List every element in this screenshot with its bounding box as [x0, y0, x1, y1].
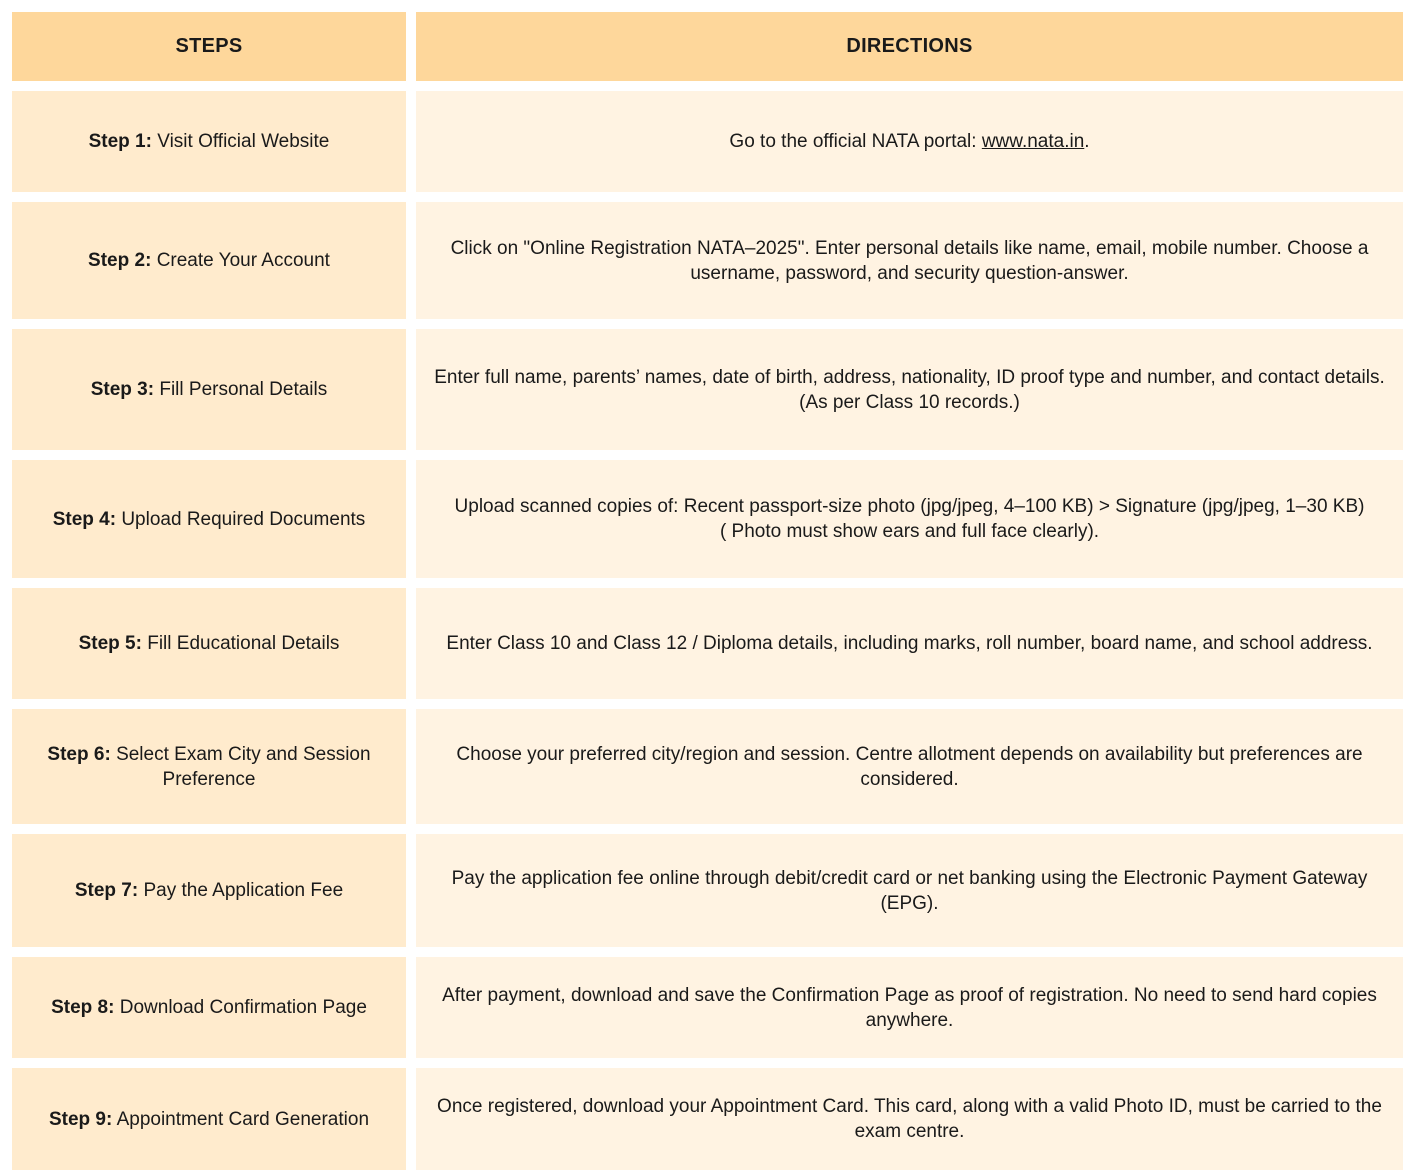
- step-title: Download Confirmation Page: [119, 997, 367, 1018]
- step-number: Step 7:: [74, 880, 139, 901]
- step-number: Step 3:: [90, 379, 155, 400]
- steps-table: [12, 12, 1403, 1170]
- step-title: Visit Official Website: [157, 131, 330, 152]
- step-number: Step 1:: [88, 131, 152, 152]
- direction-text: Choose your preferred city/region and session. Centre allotment depends on availability but preferences are considered.: [456, 743, 1363, 790]
- step-title: Select Exam City and Session Preference: [116, 743, 371, 790]
- direction-cell: [416, 588, 1403, 699]
- direction-text: Once registered, download your Appointment Card. This card, along with a valid Photo ID, must be carried to the exam centre.: [437, 1096, 1382, 1142]
- step-cell: [12, 1068, 406, 1170]
- step-title: Fill Personal Details: [159, 379, 328, 400]
- step-title: Upload Required Documents: [121, 508, 366, 530]
- direction-text: After payment, download and save the Confirmation Page as proof of registration. No need to send hard copies anywhere.: [442, 984, 1377, 1031]
- direction-cell: [416, 834, 1403, 947]
- header-directions: DIRECTIONS: [416, 12, 1403, 81]
- step-cell: [12, 202, 406, 319]
- step-number: Step 2:: [88, 250, 152, 271]
- direction-text: Go to the official NATA portal:: [729, 131, 982, 152]
- step-number: Step 5:: [78, 633, 142, 654]
- step-number: Step 9:: [48, 1108, 113, 1130]
- direction-cell: [416, 709, 1403, 824]
- step-number: Step 4:: [52, 508, 117, 530]
- step-number: Step 6:: [47, 743, 111, 765]
- step-title: Create Your Account: [156, 250, 330, 271]
- step-cell: [12, 329, 406, 450]
- direction-text: Upload scanned copies of: Recent passport-size photo (jpg/jpeg, 4–100 KB) > Signature (jpg/jpeg, 1–30 KB) ( Photo must show ears and full face clearly).: [454, 496, 1365, 542]
- step-title: Fill Educational Details: [147, 633, 340, 654]
- nata-website-link[interactable]: www.nata.in: [981, 131, 1085, 152]
- step-cell: [12, 588, 406, 699]
- direction-cell: [416, 1068, 1403, 1170]
- step-title: Appointment Card Generation: [116, 1108, 370, 1130]
- step-number: Step 8:: [51, 997, 115, 1018]
- direction-cell: [416, 202, 1403, 319]
- direction-cell: [416, 460, 1403, 578]
- direction-text: Pay the application fee online through debit/credit card or net banking using the Electronic Payment Gateway (EPG).: [451, 867, 1368, 914]
- step-cell: [12, 460, 406, 578]
- direction-cell: [416, 329, 1403, 450]
- direction-text-end: .: [1084, 131, 1090, 152]
- step-cell: [12, 91, 406, 192]
- step-cell: [12, 957, 406, 1058]
- direction-cell: [416, 957, 1403, 1058]
- direction-cell: [416, 91, 1403, 192]
- direction-text: Enter Class 10 and Class 12 / Diploma details, including marks, roll number, board name, and school address.: [446, 633, 1373, 654]
- step-cell: [12, 709, 406, 824]
- direction-text: Click on "Online Registration NATA–2025". Enter personal details like name, email, mobile number. Choose a username, password, and security question-answer.: [450, 237, 1369, 284]
- step-title: Pay the Application Fee: [143, 880, 344, 901]
- header-steps: STEPS: [12, 12, 406, 81]
- step-cell: [12, 834, 406, 947]
- direction-text: Enter full name, parents’ names, date of birth, address, nationality, ID proof type and number, and contact details. (As per Class 10 records.): [434, 366, 1385, 413]
